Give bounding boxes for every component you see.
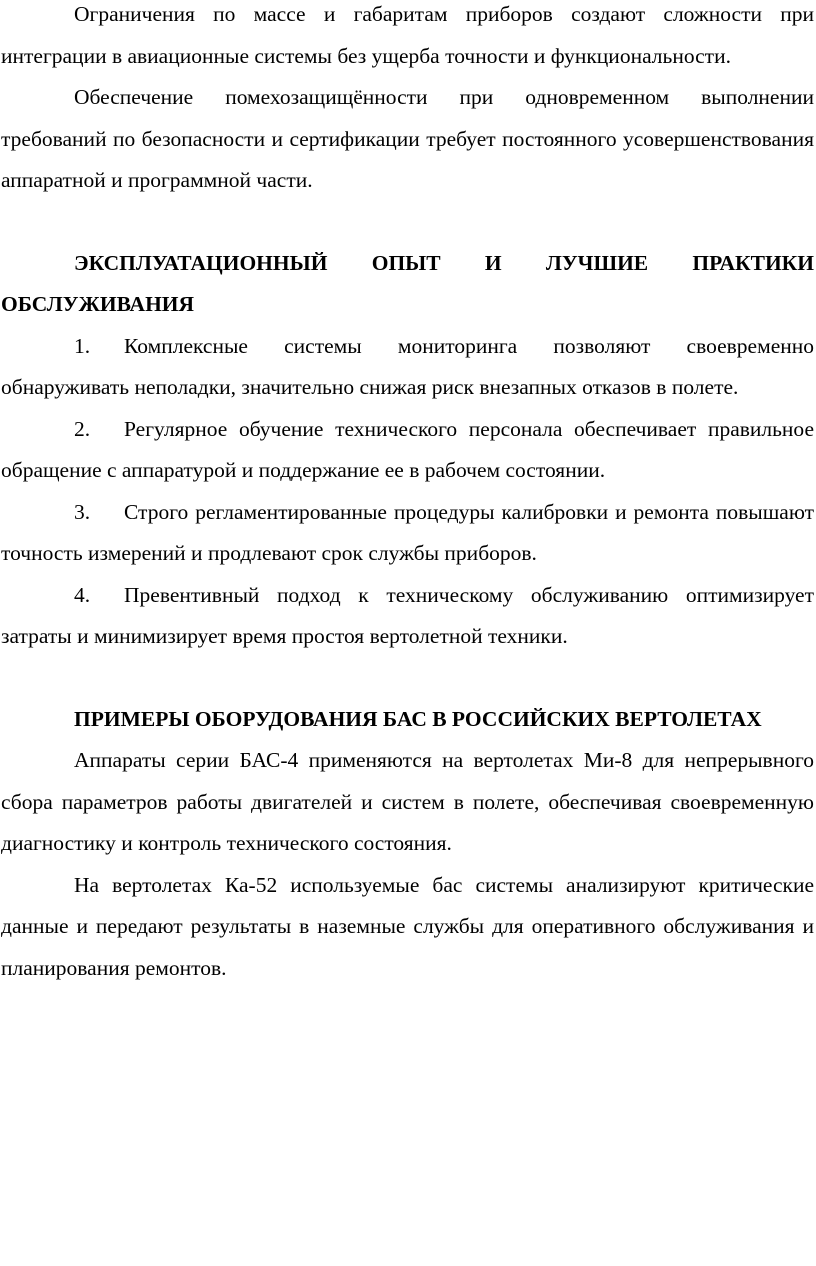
list-item-number: 1.	[74, 333, 91, 358]
list-item-text: Комплексные системы мониторинга позволяют своевременно обнаруживать неполадки, значительно снижая риск внезапных отказов в полете.	[1, 333, 814, 399]
list-item-text: Превентивный подход к техническому обслуживанию оптимизирует затраты и минимизирует время простоя вертолетной техники.	[1, 582, 814, 648]
list-item	[1, 326, 814, 409]
list-item	[1, 409, 814, 492]
list-item-text: Регулярное обучение технического персонала обеспечивает правильное обращение с аппаратурой и поддержание ее в рабочем состоянии.	[1, 416, 814, 482]
list-item-text: Строго регламентированные процедуры калибровки и ремонта повышают точность измерений и продлевают срок службы приборов.	[1, 499, 814, 565]
paragraph-ka52: На вертолетах Ка-52 используемые бас системы анализируют критические данные и передают результаты в наземные службы для оперативного обслуживания и планирования ремонтов.	[1, 872, 814, 980]
paragraph-constraints: Ограничения по массе и габаритам приборов создают сложности при интеграции в авиационные системы без ущерба точности и функциональности.	[1, 2, 814, 68]
section-heading-practices: ЭКСПЛУАТАЦИОННЫЙ ОПЫТ И ЛУЧШИЕ ПРАКТИКИ ОБСЛУЖИВАНИЯ	[1, 250, 814, 316]
paragraph-interference: Обеспечение помехозащищённости при одновременном выполнении требований по безопасности и сертификации требует постоянного усовершенствования аппаратной и программной части.	[1, 85, 814, 192]
spacer	[1, 658, 814, 699]
list-item-number: 3.	[74, 499, 91, 524]
list-item-number: 2.	[74, 416, 91, 441]
list-item	[1, 492, 814, 575]
section-heading-examples: ПРИМЕРЫ ОБОРУДОВАНИЯ БАС В РОССИЙСКИХ ВЕРТОЛЕТАХ	[74, 706, 762, 731]
spacer	[1, 202, 814, 243]
list-item-number: 4.	[74, 582, 91, 607]
paragraph-bas4: Аппараты серии БАС-4 применяются на вертолетах Ми-8 для непрерывного сбора параметров работы двигателей и систем в полете, обеспечивая своевременную диагностику и контроль технического состояния.	[1, 748, 814, 855]
list-item	[1, 575, 814, 658]
